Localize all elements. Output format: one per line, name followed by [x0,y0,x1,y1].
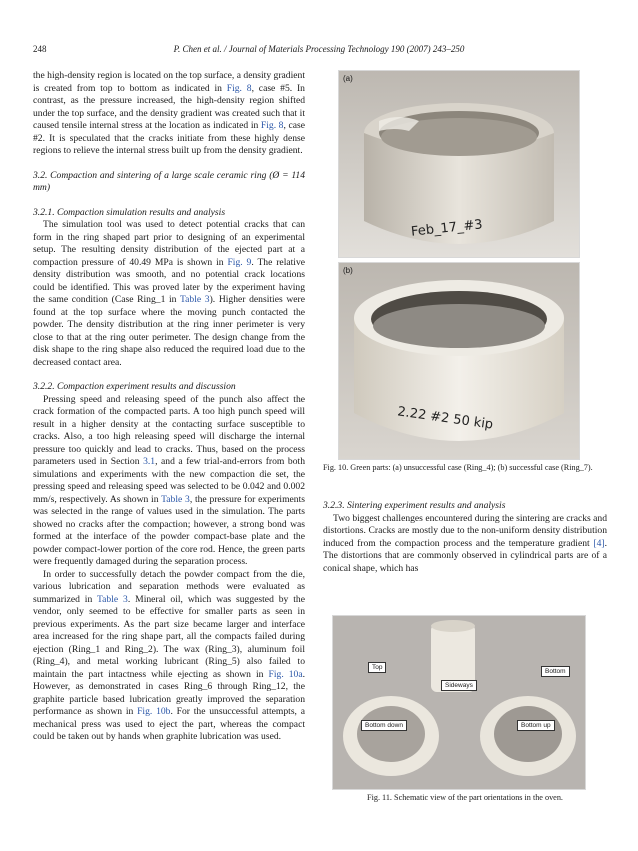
label-bottom: Bottom [541,666,570,677]
text-run: . However, as demonstrated in cases Ring_6 through Ring_12, the graphite particle based lubrication greatly improved the separation performance as shown in [33,668,306,717]
text-run: Two biggest challenges encountered during the sintering are cracks and distortions. Cracks are mostly due to the non-uniform density distribution induced from the compaction process and the temperature gradient [323,512,607,549]
cross-reference-link[interactable]: Fig. 10b [137,706,171,717]
cross-reference-link[interactable]: Fig. 8 [260,120,284,131]
text-run: , the pressure for experiments was selected in the range of values used in the simulation. The parts showed no cracks after the compaction; however, a strong bond was formed at the interface of the powder compact-base plate and the powder compact-lower portion of the core rod. Hence, the green parts were frequently damaged during the separation process. [33,493,305,567]
section-heading-3-2-1: 3.2.1. Compaction simulation results and analysis [33,206,226,218]
paragraph [323,513,607,576]
cross-reference-link[interactable]: Fig. 8 [226,82,252,94]
text-run: , case #5. In contrast, as the pressure increased, the high-density region shifted under the top surface, and the density gradient was created such that it caused tensile internal stress at the location as indicated in [33,82,305,131]
paragraph [33,569,305,744]
section-heading-3-2-3: 3.2.3. Sintering experiment results and analysis [323,500,506,511]
ring-bottom [480,696,576,776]
text-run: , case #2. It is speculated that the cracks initiate from these highly dense regions to relieve the internal stress built up from the density gradient. [33,120,305,156]
cross-reference-link[interactable]: Fig. 10a [268,668,303,680]
figure-10-caption: Fig. 10. Green parts: (a) unsuccessful case (Ring_4); (b) successful case (Ring_7). [323,463,593,472]
figure-10b-photo [338,262,580,460]
cross-reference-link[interactable]: Table 3 [96,593,128,605]
label-sideways: Sideways [441,680,477,691]
cross-reference-link[interactable]: Fig. 9 [227,256,252,268]
label-bottom-down: Bottom down [361,720,407,731]
cross-reference-link[interactable]: Table 3 [161,493,190,505]
oven-orientation-photo [333,616,585,789]
text-run: . Mineral oil, which was suggested by the vendor, only seemed to be effective for smaller parts as seen in previous experiments. As the part size became larger and interface area increased for the ring shape part, all the compacts failed during ejection (Ring_1 and Ring_2). The wax (Ring_3), aluminum foil (Ring_4), and metal working lubricant (Ring_5) also failed to maintain the part intactness while ejecting as shown in [33,593,305,680]
text-run: The simulation tool was used to detect potential cracks that can form in the ring shaped part prior to designing of an experimental setup. The resulting density distribution of the ejected part at a compaction pressure of 40.49 MPa is shown in [33,219,305,268]
section-heading-3-2: 3.2. Compaction and sintering of a large scale ceramic ring (Ø = 114 mm) [33,169,305,193]
handwritten-marking-b: 2.22 #2 50 kip [396,404,495,433]
running-header [33,44,605,58]
ring-photo-b [339,263,579,459]
text-run: , and a few trial-and-errors from both simulations and experiments with the new compaction die set, the pressing speed and releasing speed was selected to be 0.042 and 0.002 mm/s, respectively. As shown in [33,456,305,505]
journal-citation: P. Chen et al. / Journal of Materials Processing Technology 190 (2007) 243–250 [173,44,465,54]
section-heading-3-2-2: 3.2.2. Compaction experiment results and discussion [33,381,236,392]
cross-reference-link[interactable]: Table 3 [179,294,210,305]
handwritten-marking-a: Feb_17_#3 [410,217,484,240]
right-column [323,500,607,575]
paragraph [33,394,305,569]
cross-reference-link[interactable]: [4] [593,537,605,549]
figure-10a-photo [338,70,580,258]
paragraph [33,70,305,158]
text-run: In order to successfully detach the powder compact from the die, various lubrication and separation methods were evaluated as summarized in [33,568,305,605]
figure-11-photo [332,615,586,790]
label-top: Top [368,662,386,673]
text-run: . For the unsuccessful attempts, a mechanical press was used to eject the part, whereas the compact could be taken out by hands when graphite lubrication was used. [33,706,305,742]
text-run: . The relative density distribution was smooth, and no potential crack locations could be identified. This was proved later by the experiment having the same condition (Case Ring_1 in [33,256,306,305]
text-run: ). Higher densities were found at the top surface where the moving punch contacted the powder. The density distribution at the ring inner perimeter is very close to that at the ring outer perimeter. The design change from the disk shape to the ring shape also reduced the required load due to the decreased contact area. [33,294,305,368]
left-column [33,70,305,744]
paragraph [33,219,305,369]
panel-label-b: (b) [343,266,353,275]
text-run: Pressing speed and releasing speed of the punch also affect the crack formation of the compacted parts. A too high punch speed will result in a higher density at the contacting surface susceptible to cracks. Also, a too high releasing speed will discharge the internal pressure too quickly and lead to cracks. Thus, based on the process parameters used in Section [33,393,305,467]
cross-reference-link[interactable]: 3.1 [143,456,156,467]
figure-11-caption: Fig. 11. Schematic view of the part orientations in the oven. [367,793,563,802]
panel-label-a: (a) [343,74,353,83]
label-bottom-up: Bottom up [517,720,555,731]
ring-top [343,696,439,776]
text-run: the high-density region is located on the top surface, a density gradient is created from top to bottom as indicated in [33,70,305,94]
page-number: 248 [33,44,47,54]
text-run: . The distortions that are commonly observed in cylindrical parts are of a conical shape, which has [323,537,607,574]
